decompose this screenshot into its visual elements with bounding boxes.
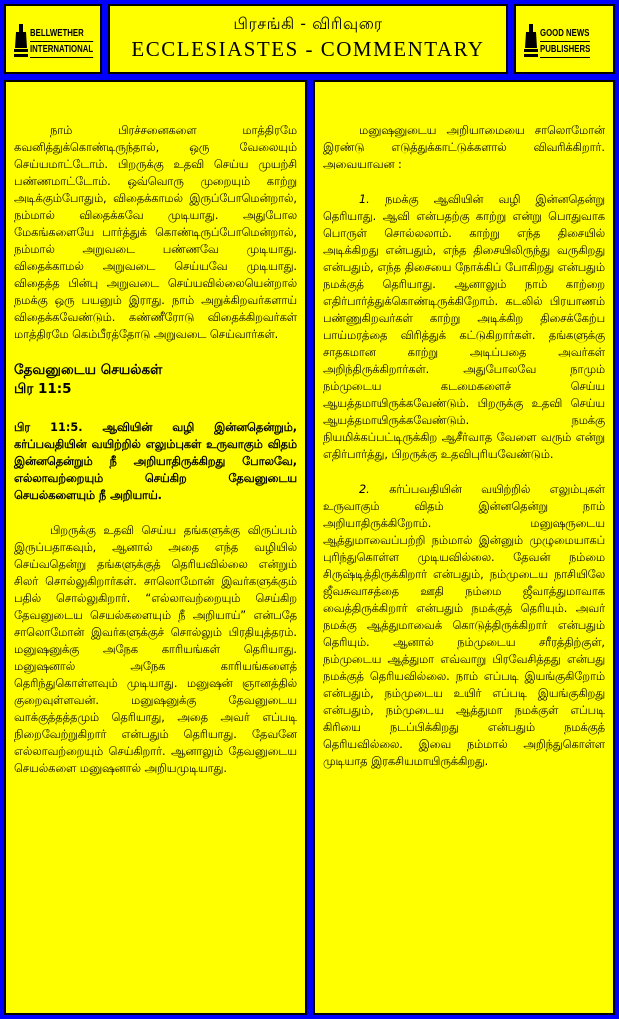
- header-right-logo-box: [514, 4, 615, 74]
- section-heading: [14, 361, 297, 399]
- paragraph: மனுஷனுடைய அறியாமையை சாலொமோன் இரண்டு எடுத்துக்காட்டுக்களால் விவரிக்கிறார். அவையாவன :: [323, 124, 605, 171]
- good-news-logo: [522, 22, 610, 62]
- header-left-logo-box: [4, 4, 102, 74]
- numbered-point: [323, 481, 605, 770]
- left-column: [4, 80, 307, 1015]
- page-title-english: ECCLESIASTES - COMMENTARY: [131, 37, 485, 61]
- header-title-box: [108, 4, 508, 74]
- section-heading-reference: பிர 11:5: [14, 381, 72, 397]
- bellwether-logo: [12, 22, 100, 62]
- point-number: 1.: [359, 193, 370, 206]
- paragraph: பிறருக்கு உதவி செய்ய தங்களுக்கு விருப்பம் இருப்பதாகவும், ஆனால் அதை எந்த வழியில் செய்வதென்று தங்களுக்குத் தெரியவில்லை என்றும் சிலர் சொல்லுகிறார்கள். சாலொமோன் இவர்களுக்கும் பதில் சொல்லுகிறார். “எல்லாவற்றையும் செய்கிற தேவனுடைய செயல்களையும் நீ அறியாய்” என்பதே சாலொமோன் இவர்களுக்குச் சொல்லும் பிரதியுத்தரம். மனுஷனுக்கு அநேக காரியங்கள் தெரியாது. மனுஷனால் அநேக காரியங்களைத் தெரிந்துகொள்ளவும் முடியாது. மனுஷன் ஞானத்தில் குறைவுள்ளவன். மனுஷனுக்கு தேவனுடைய வாக்குத்தத்தமும் தெரியாது, அதை அவர் எப்படி நிறைவேற்றுகிறார் என்பதும் தெரியாது. தேவனே எல்லாவற்றையும் செய்கிறார். ஆனாலும் தேவனுடைய செயல்களை மனுஷனால் அறியமுடியாது.: [14, 524, 297, 775]
- left-logo-line1: BELLWETHER: [30, 26, 93, 42]
- left-column-text: [14, 122, 297, 795]
- page-title-tamil: பிரசங்கி - விரிவுரை: [233, 14, 383, 33]
- right-logo-line1: GOOD NEWS: [540, 26, 590, 42]
- right-column: [313, 80, 615, 1015]
- section-heading-title: தேவனுடைய செயல்கள்: [14, 362, 163, 378]
- point-number: 2.: [359, 483, 370, 496]
- bible-verse: பிர 11:5. ஆவியின் வழி இன்னதென்றும், கர்ப்பவதியின் வயிற்றில் எலும்புகள் உருவாகும் விதம் இன்னதென்றும் நீ அறியாதிருக்கிறது போலவே, எல்லாவற்றையும் செய்கிற தேவனுடைய செயல்களையும் நீ அறியாய்.: [14, 421, 297, 502]
- bellwether-emblem-icon: [14, 24, 28, 58]
- left-logo-line2: INTERNATIONAL: [30, 42, 93, 58]
- point-text: நமக்கு ஆவியின் வழி இன்னதென்று தெரியாது. ஆவி என்பதற்கு காற்று என்று பொதுவாக பொருள் சொல்லலாம். காற்று எந்த திசையில் அடிக்கிறது என்பதும், எந்த திசையிலிருந்து வருகிறது என்பதும், எந்த திசையை நோக்கிப் போகிறது என்பதும் நமக்குத் தெரியாது. ஆனாலும் நாம் காற்றை எதிர்பார்த்துக்கொண்டிருக்கிறோம். கடலில் பிரயாணம் பண்ணுகிறவர்கள் காற்று அடிக்கிற திசைக்கேற்ப பாய்மரத்தை விரித்துக் கட்டுகிறார்கள். தங்களுக்கு சாதகமான காற்று அடிப்பதை அவர்கள் அறிந்திருக்கிறார்கள். அதுபோலவே நாமும் நம்முடைய கடமைகளைச் செய்ய ஆயத்தமாயிருக்கவேண்டும். பிறருக்கு உதவி செய்ய ஆயத்தமாயிருக்கவேண்டும். நமக்கு நியமிக்கப்பட்டிருக்கிற ஆசீர்வாத வேளை வரும் என்று எதிர்பார்த்து, பிறருக்கு உதவிபுரியவேண்டும்.: [323, 193, 605, 461]
- numbered-point: [323, 191, 605, 463]
- point-text: கர்ப்பவதியின் வயிற்றில் எலும்புகள் உருவாகும் விதம் இன்னதென்று நாம் அறியாதிருக்கிறோம். மனுஷருடைய ஆத்துமாவைப்பற்றி நம்மால் இன்னும் முழுமையாகப் புரிந்துகொள்ள முடியவில்லை. தேவன் நம்மை சிருஷ்டித்திருக்கிறார் என்பதும், நம்முடைய நாசியிலே ஜீவசுவாசத்தை ஊதி நம்மை ஜீவாத்துமாவாக வைத்திருக்கிறார் என்பதும் நமக்குத் தெரியும். அவர் நமக்கு ஆத்துமாவைக் கொடுத்திருக்கிறார் என்பதும் தெரியும். ஆனால் நம்முடைய சரீரத்திற்குள், நம்முடைய ஆத்துமா எவ்வாறு பிரவேசித்தது என்பது நமக்குத் தெரியவில்லை. நாம் எப்படி இயங்குகிறோம் என்பதும், நம்முடைய உயிர் எப்படி இயங்குகிறது என்பதும், நம்முடைய ஆத்துமா நமக்குள் எப்படி கிரியை நடப்பிக்கிறது என்பதும் நமக்குத் தெரியவில்லை. இவை நம்மால் அறிந்துகொள்ள முடியாத இரகசியமாயிருக்கிறது.: [323, 483, 606, 768]
- paragraph: நாம் பிரச்சனைகளை மாத்திரமே கவனித்துக்கொண்டிருந்தால், ஒரு வேலையும் செய்யமாட்டோம். பிறருக்கு உதவி செய்ய முயற்சி பண்ணமாட்டோம். ஒவ்வொரு முறையும் காற்று அடிக்கும்போதும், விதைக்காமல் இருப்போமென்றால், நம்மால் விதைக்கவே முடியாது. அதுபோல மேகங்களையே பார்த்துக் கொண்டிருப்போமென்றால், நம்மால் அறுவடை பண்ணவே முடியாது. விதைக்காமல் அறுவடை செய்யவே முடியாது. விதைத்த பின்பு அறுவடை செய்யவில்லையென்றால் நமக்கு ஒரு பயனும் இராது. நாம் அறுக்கிறவர்களாய் விதைக்கவேண்டும். கண்ணீரோடு விதைக்கிறவர்கள் மாத்திரமே கெம்பீரத்தோடு அறுவடை செய்வார்கள்.: [14, 124, 297, 341]
- right-column-text: [323, 122, 605, 788]
- good-news-emblem-icon: [524, 24, 538, 58]
- right-logo-line2: PUBLISHERS: [540, 42, 590, 58]
